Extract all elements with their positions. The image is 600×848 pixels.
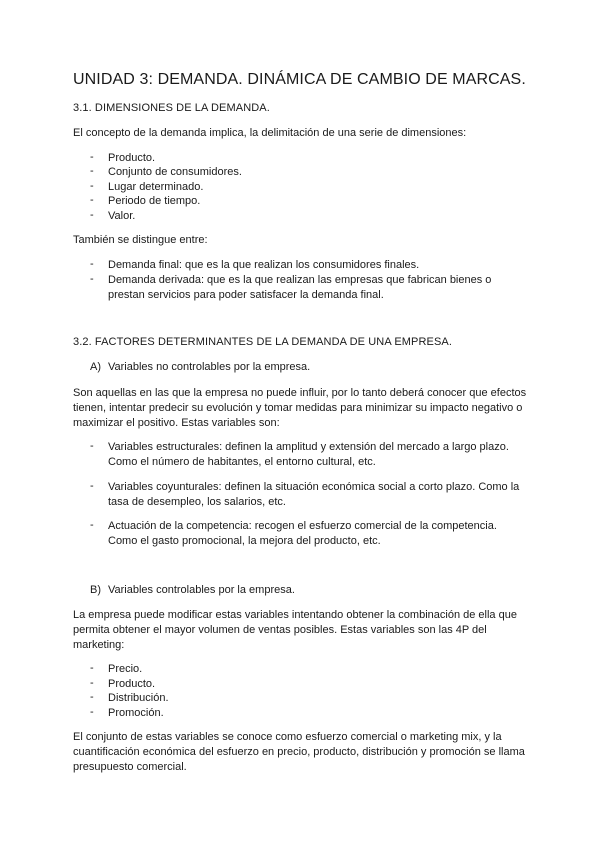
list-item: Valor. [108, 210, 136, 222]
list-bullet: - [90, 258, 94, 270]
list-item: Periodo de tiempo. [108, 195, 201, 207]
list-item: Precio. [108, 663, 143, 675]
list-bullet: - [90, 677, 94, 689]
subsection-a-paragraph: Son aquellas en las que la empresa no puede influir, por lo tanto deberá conocer que efectos tienen, intentar predecir su evolución y tomar medidas para minimizar su impacto negativo o maximizar el positivo. Estas variables son: [73, 387, 527, 429]
list-item: Lugar determinado. [108, 181, 204, 193]
list-bullet: - [90, 440, 94, 452]
list-bullet: - [90, 165, 94, 177]
section-3-1-intro: El concepto de la demanda implica, la delimitación de una serie de dimensiones: [73, 127, 467, 139]
list-item: Producto. [108, 678, 156, 690]
subsection-title-a: Variables no controlables por la empresa. [108, 361, 311, 373]
list-item: Demanda final: que es la que realizan los consumidores finales. [108, 259, 420, 271]
section-3-1-intro-2: También se distingue entre: [73, 234, 208, 246]
list-bullet: - [90, 691, 94, 703]
list-item: Actuación de la competencia: recogen el esfuerzo comercial de la competencia. Como el gasto promocional, la mejora del producto, etc. [108, 520, 497, 547]
subsection-letter-a: A) [90, 361, 101, 373]
list-bullet: - [90, 662, 94, 674]
list-item: Distribución. [108, 692, 169, 704]
list-item: Producto. [108, 152, 156, 164]
subsection-letter-b: B) [90, 584, 101, 596]
list-bullet: - [90, 180, 94, 192]
list-item: Conjunto de consumidores. [108, 166, 242, 178]
list-bullet: - [90, 273, 94, 285]
subsection-title-b: Variables controlables por la empresa. [108, 584, 295, 596]
list-bullet: - [90, 706, 94, 718]
section-heading-3-2: 3.2. FACTORES DETERMINANTES DE LA DEMANDA DE UNA EMPRESA. [73, 336, 452, 348]
list-bullet: - [90, 480, 94, 492]
list-item: Variables coyunturales: definen la situación económica social a corto plazo. Como la tasa de desempleo, los salarios, etc. [108, 481, 520, 508]
section-heading-3-1: 3.1. DIMENSIONES DE LA DEMANDA. [73, 102, 270, 114]
document-title: UNIDAD 3: DEMANDA. DINÁMICA DE CAMBIO DE MARCAS. [73, 71, 526, 88]
list-bullet: - [90, 151, 94, 163]
list-item: Promoción. [108, 707, 164, 719]
list-item: Variables estructurales: definen la amplitud y extensión del mercado a largo plazo. Como el número de habitantes, el entorno cultural, etc. [108, 441, 509, 468]
list-bullet: - [90, 209, 94, 221]
list-bullet: - [90, 519, 94, 531]
closing-paragraph: El conjunto de estas variables se conoce como esfuerzo comercial o marketing mix, y la cuantificación económica del esfuerzo en precio, producto, distribución y promoción se llama presupuesto comercial. [73, 731, 525, 773]
list-item: Demanda derivada: que es la que realizan las empresas que fabrican bienes o prestan servicios para poder satisfacer la demanda final. [108, 274, 492, 301]
list-bullet: - [90, 194, 94, 206]
subsection-b-paragraph: La empresa puede modificar estas variables intentando obtener la combinación de ella que permita obtener el mayor volumen de ventas posibles. Estas variables son las 4P del marketing: [73, 609, 517, 651]
